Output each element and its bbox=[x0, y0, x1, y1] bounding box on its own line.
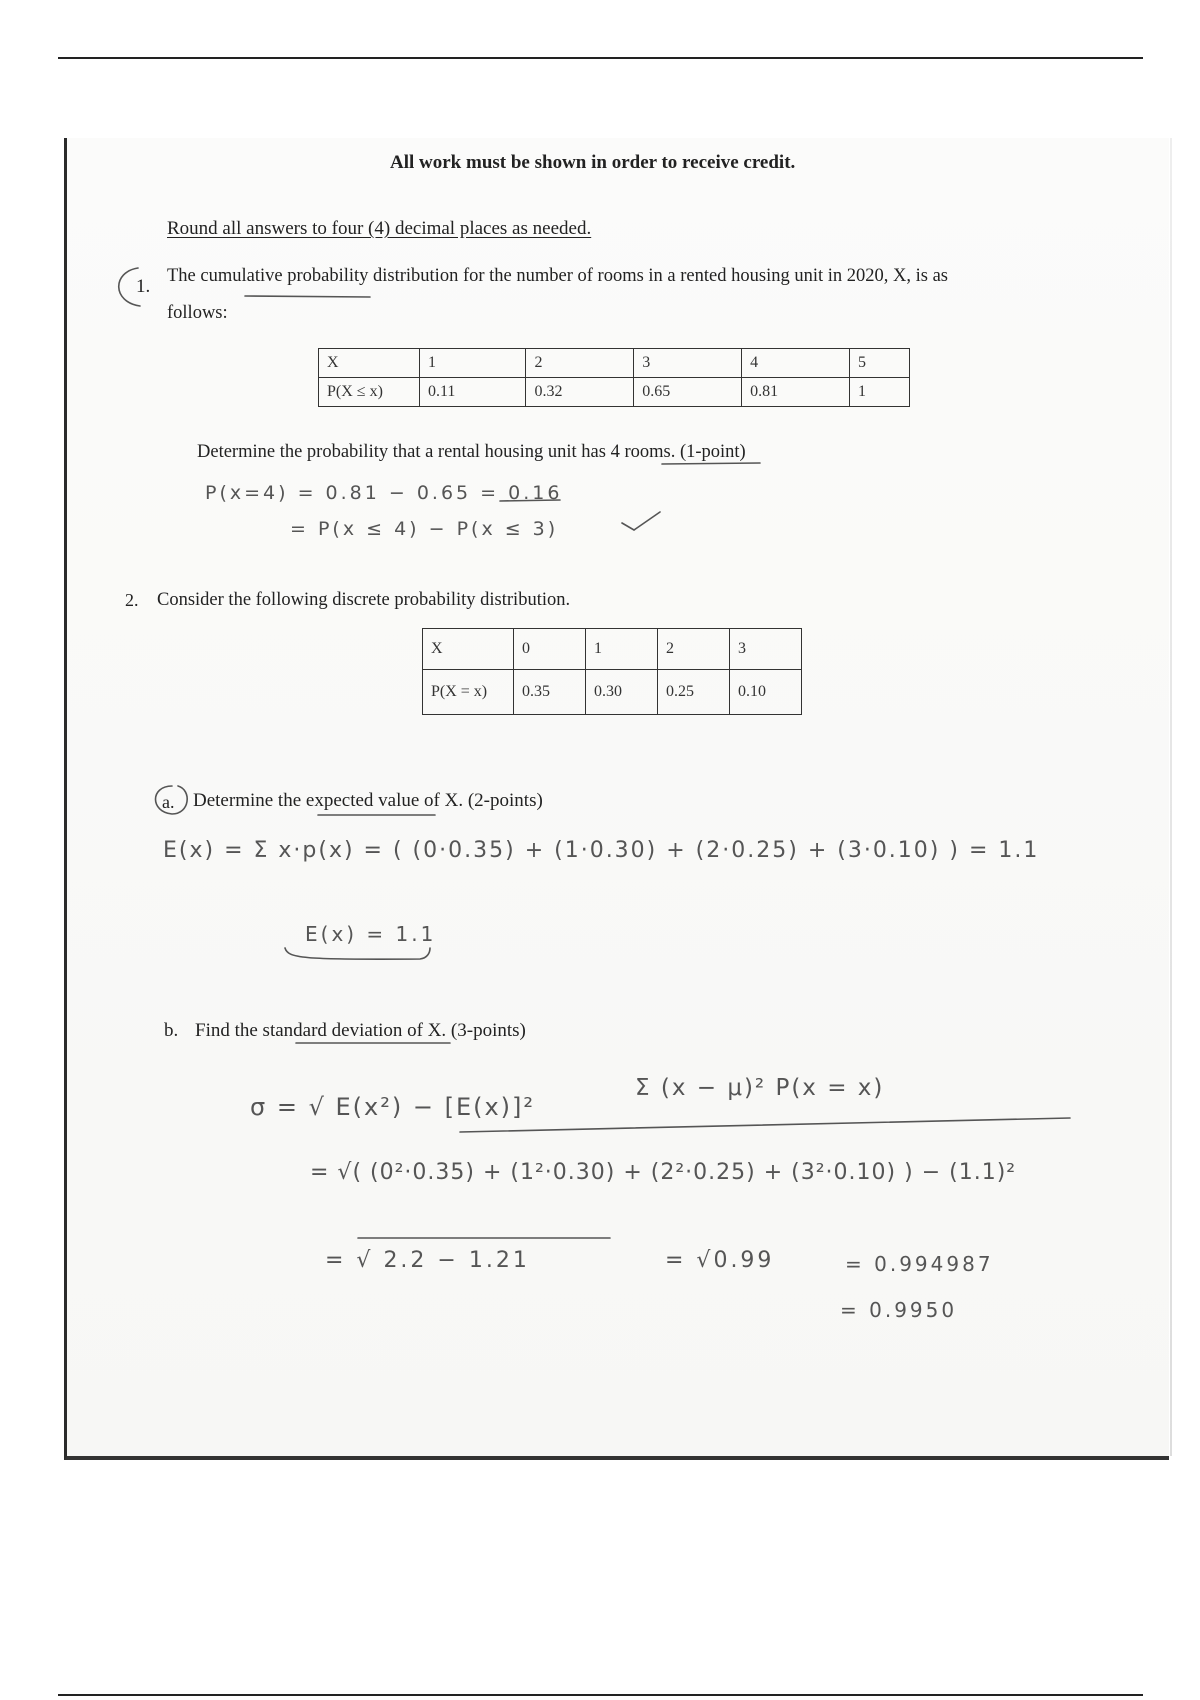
q2b-work-line3c: = 0.994987 bbox=[845, 1252, 994, 1276]
q1-table-p-cell: 0.81 bbox=[742, 378, 850, 407]
q1-number-circle bbox=[119, 268, 140, 306]
q2-table-p-cell: 0.10 bbox=[730, 670, 802, 715]
q2-table-x-cell: 2 bbox=[658, 629, 730, 670]
q1-underline bbox=[245, 296, 370, 297]
bottom-rule bbox=[58, 1694, 1143, 1696]
q2b-work-line3b: = √0.99 bbox=[665, 1248, 775, 1273]
q2-table-x-cell: 0 bbox=[514, 629, 586, 670]
q2a-answer: E(x) = 1.1 bbox=[305, 922, 437, 946]
q2-table-x-cell: 3 bbox=[730, 629, 802, 670]
q2a-work-line1: E(x) = Σ x·p(x) = ( (0·0.35) + (1·0.30) + (2·0.25) + (3·0.10) ) = 1.1 bbox=[163, 838, 1040, 863]
q2-table-header-label: X bbox=[423, 629, 514, 670]
q1-table-x-cell: 3 bbox=[634, 349, 742, 378]
q1-table-header-label: X bbox=[319, 349, 420, 378]
q2b-work-line4: = 0.9950 bbox=[840, 1298, 958, 1322]
q2b-work-line3: = √ 2.2 − 1.21 bbox=[325, 1248, 530, 1273]
q2a-prompt: Determine the expected value of X. (2-points) bbox=[193, 790, 543, 811]
q1-prompt: Determine the probability that a rental housing unit has 4 rooms. (1-point) bbox=[197, 442, 746, 462]
q2a-label: a. bbox=[162, 792, 175, 812]
q1-text-line1: The cumulative probability distribution for the number of rooms in a rented housing unit in 2020, X, is as bbox=[167, 266, 948, 286]
q2b-work-line1: σ = √ E(x²) − [E(x)]² bbox=[250, 1093, 536, 1121]
q1-table-p-cell: 1 bbox=[850, 378, 910, 407]
q2-number: 2. bbox=[125, 590, 139, 610]
q1-work-line2: = P(x ≤ 4) − P(x ≤ 3) bbox=[290, 518, 559, 540]
q1-table-x-cell: 4 bbox=[742, 349, 850, 378]
q2b-prompt: Find the standard deviation of X. (3-points) bbox=[195, 1020, 526, 1041]
check-mark bbox=[622, 512, 660, 530]
q1-answer-underline bbox=[500, 500, 560, 501]
instruction-text: All work must be shown in order to receive credit. bbox=[390, 152, 796, 173]
q2a-answer-bracket bbox=[285, 948, 430, 959]
q1-table-x-cell: 5 bbox=[850, 349, 910, 378]
q2b-separator bbox=[460, 1118, 1070, 1132]
q1-work-line1: P(x=4) = 0.81 − 0.65 = 0.16 bbox=[205, 482, 563, 504]
q2a-label-circle bbox=[156, 786, 188, 814]
q2-table-p-cell: 0.35 bbox=[514, 670, 586, 715]
q2-table-x-cell: 1 bbox=[586, 629, 658, 670]
q1-table-x-cell: 2 bbox=[526, 349, 634, 378]
q1-prompt-underline bbox=[662, 463, 760, 464]
q1-number: 1. bbox=[136, 276, 151, 297]
q2-table-p-cell: 0.25 bbox=[658, 670, 730, 715]
rounding-instruction: Round all answers to four (4) decimal places as needed. bbox=[167, 218, 592, 239]
q1-table-p-cell: 0.65 bbox=[634, 378, 742, 407]
q1-text-line2: follows: bbox=[167, 303, 228, 323]
q2-table-p-cell: 0.30 bbox=[586, 670, 658, 715]
q2b-label: b. bbox=[164, 1020, 179, 1041]
q1-table-x-cell: 1 bbox=[420, 349, 526, 378]
q1-table-p-cell: 0.32 bbox=[526, 378, 634, 407]
q2-table-row-label: P(X = x) bbox=[423, 670, 514, 715]
q2b-work-line2: = √( (0²·0.35) + (1²·0.30) + (2²·0.25) + (3²·0.10) ) − (1.1)² bbox=[310, 1160, 1017, 1185]
q2-text: Consider the following discrete probability distribution. bbox=[157, 590, 571, 610]
q2b-work-alt: Σ (x − μ)² P(x = x) bbox=[635, 1075, 885, 1101]
q1-table-p-cell: 0.11 bbox=[420, 378, 526, 407]
q1-table-row-label: P(X ≤ x) bbox=[319, 378, 420, 407]
